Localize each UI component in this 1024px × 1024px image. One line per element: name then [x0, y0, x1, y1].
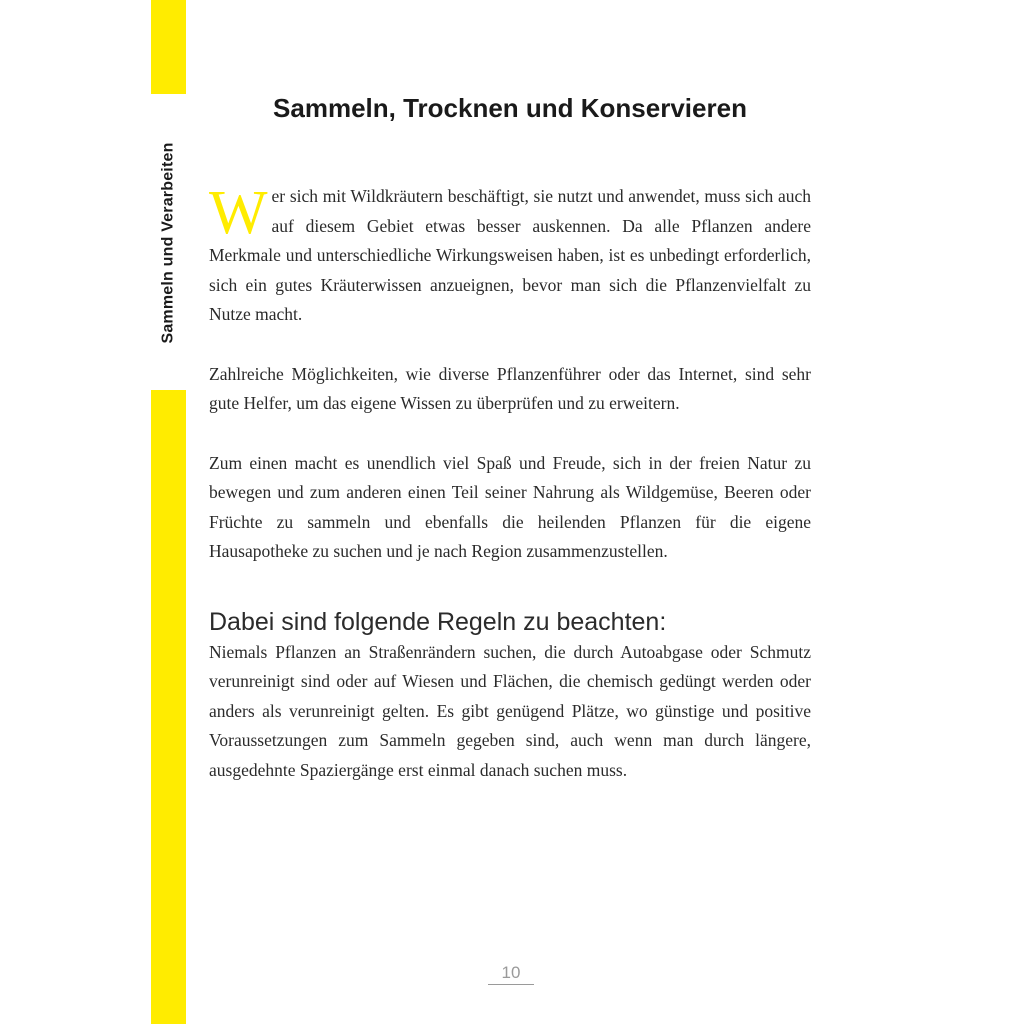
paragraph-rules: Niemals Pflanzen an Straßenrändern suchen, die durch Autoabgase oder Schmutz verunreinigt sind oder auf Wiesen und Flächen, die chemisch gedüngt werden oder anders als verunreinigt gelten. Es gibt genügend Plätze, wo günstige und positive Voraussetzungen zum Sammeln gegeben sind, auch wenn man durch längere, ausgedehnte Spaziergänge erst einmal danach suchen muss. — [209, 641, 811, 780]
chapter-side-label-text: Sammeln und Verarbeiten — [160, 142, 178, 344]
paragraph-intro — [209, 179, 811, 330]
page-title: Sammeln, Trocknen und Konservieren — [273, 93, 747, 123]
paragraph-intro-text: er sich mit Wildkräutern beschäftigt, sie nutzt und anwendet, muss sich auch auf diesem Gebiet etwas besser auskennen. Da alle Pflanzen andere Merkmale und unterschiedliche Wirkungsweisen haben, ist es unbedingt erforderlich, sich ein gutes Kräuterwissen anzueignen, bevor man sich die Pflanzenvielfalt zu Nutze macht. — [209, 186, 811, 324]
paragraph-nature: Zum einen macht es unendlich viel Spaß und Freude, sich in der freien Natur zu bewegen und zum anderen einen Teil seiner Nahrung als Wildgemüse, Beeren oder Früchte zu sammeln und ebenfalls die heilenden Pflanzen für die eigene Hausapotheke zu suchen und je nach Region zusammenzustellen. — [209, 452, 811, 561]
chapter-side-label — [154, 108, 184, 378]
main-content — [209, 179, 811, 785]
page-number: 10 — [488, 963, 534, 985]
paragraph-resources: Zahlreiche Möglichkeiten, wie diverse Pflanzenführer oder das Internet, sind sehr gute Helfer, um das eigene Wissen zu überprüfen und zu erweitern. — [209, 363, 811, 413]
drop-cap: W — [209, 179, 268, 247]
rules-heading: Dabei sind folgende Regeln zu beachten: — [209, 607, 667, 636]
accent-bar-bottom — [151, 390, 186, 1024]
accent-bar-top — [151, 0, 186, 94]
